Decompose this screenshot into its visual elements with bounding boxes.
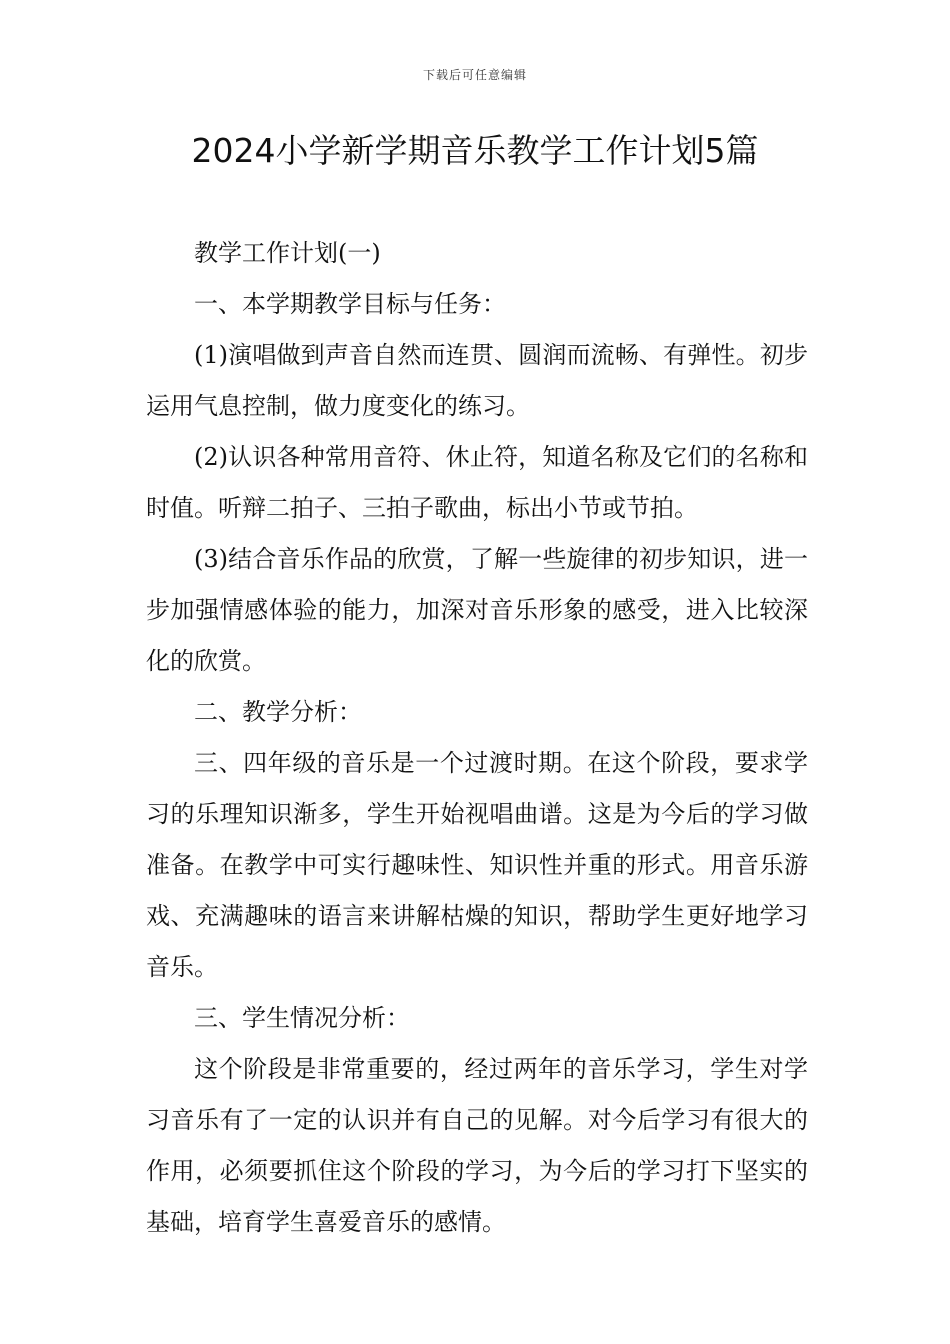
paragraph-goal-1: (1)演唱做到声音自然而连贯、圆润而流畅、有弹性。初步运用气息控制，做力度变化的练习。 [146, 341, 808, 420]
paragraph-goal-2: (2)认识各种常用音符、休止符，知道名称及它们的名称和时值。听辩二拍子、三拍子歌曲，标出小节或节拍。 [146, 443, 808, 522]
paragraph-analysis: 三、四年级的音乐是一个过渡时期。在这个阶段，要求学习的乐理知识渐多，学生开始视唱曲谱。这是为今后的学习做准备。在教学中可实行趣味性、知识性并重的形式。用音乐游戏、充满趣味的语言来讲解枯燥的知识，帮助学生更好地学习音乐。 [146, 749, 808, 981]
paragraph-goal-3: (3)结合音乐作品的欣赏，了解一些旋律的初步知识，进一步加强情感体验的能力，加深对音乐形象的感受，进入比较深化的欣赏。 [146, 545, 808, 675]
section-heading-plan-one: 教学工作计划(一) [194, 239, 381, 267]
section-heading-students: 三、学生情况分析： [194, 1004, 410, 1032]
document-title: 2024小学新学期音乐教学工作计划5篇 [191, 131, 759, 170]
section-heading-goals: 一、本学期教学目标与任务： [194, 290, 506, 318]
section-heading-analysis: 二、教学分析： [194, 698, 362, 726]
header-note: 下载后可任意编辑 [422, 68, 527, 82]
paragraph-students: 这个阶段是非常重要的，经过两年的音乐学习，学生对学习音乐有了一定的认识并有自己的见解。对今后学习有很大的作用，必须要抓住这个阶段的学习，为今后的学习打下坚实的基础，培育学生喜爱音乐的感情。 [146, 1055, 808, 1236]
document-body [146, 228, 808, 1248]
